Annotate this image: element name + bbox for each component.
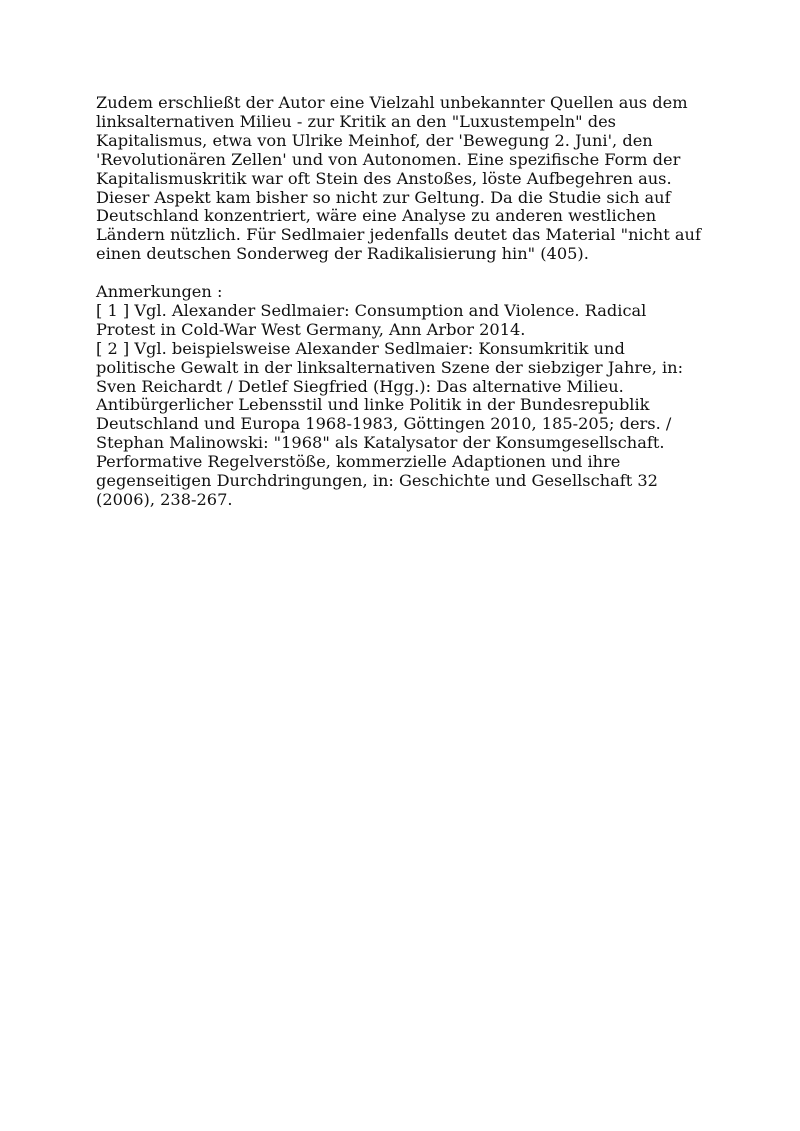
footnote-line: Sven Reichardt / Detlef Siegfried (Hgg.): Das alternative Milieu. — [96, 376, 624, 396]
body-line: Deutschland konzentriert, wäre eine Analyse zu anderen westlichen — [96, 206, 657, 226]
body-line: Ländern nützlich. Für Sedlmaier jedenfalls deutet das Material "nicht auf — [96, 225, 701, 245]
body-paragraph — [96, 94, 716, 264]
body-line: Kapitalismuskritik war oft Stein des Anstoßes, löste Aufbegehren aus. — [96, 168, 672, 188]
footnote-line: [ 2 ] Vgl. beispielsweise Alexander Sedlmaier: Konsumkritik und — [96, 338, 625, 358]
body-line: linksalternativen Milieu - zur Kritik an den "Luxustempeln" des — [96, 111, 616, 131]
footnote-line: Performative Regelverstöße, kommerzielle Adaptionen und ihre — [96, 452, 621, 472]
body-line: Zudem erschließt der Autor eine Vielzahl unbekannter Quellen aus dem — [96, 93, 688, 112]
footnote-line: [ 1 ] Vgl. Alexander Sedlmaier: Consumption and Violence. Radical — [96, 300, 647, 320]
paragraph-spacer — [96, 264, 716, 283]
footnote-line: Deutschland und Europa 1968-1983, Göttingen 2010, 185-205; ders. / — [96, 414, 672, 434]
document-page — [96, 94, 716, 510]
footnote-line: Antibürgerlicher Lebensstil und linke Politik in der Bundesrepublik — [96, 395, 650, 415]
notes-heading: Anmerkungen : — [96, 282, 223, 302]
footnote-line: gegenseitigen Durchdringungen, in: Geschichte und Gesellschaft 32 — [96, 471, 658, 491]
body-line: einen deutschen Sonderweg der Radikalisierung hin" (405). — [96, 244, 589, 264]
footnote-line: (2006), 238-267. — [96, 490, 233, 510]
notes-section — [96, 283, 716, 510]
footnote-line: politische Gewalt in der linksalternativen Szene der siebziger Jahre, in: — [96, 357, 684, 377]
footnote-line: Stephan Malinowski: "1968" als Katalysator der Konsumgesellschaft. — [96, 433, 665, 453]
body-line: Dieser Aspekt kam bisher so nicht zur Geltung. Da die Studie sich auf — [96, 187, 671, 207]
body-line: Kapitalismus, etwa von Ulrike Meinhof, der 'Bewegung 2. Juni', den — [96, 130, 653, 150]
body-line: 'Revolutionären Zellen' und von Autonomen. Eine spezifische Form der — [96, 149, 681, 169]
footnote-line: Protest in Cold-War West Germany, Ann Arbor 2014. — [96, 319, 526, 339]
